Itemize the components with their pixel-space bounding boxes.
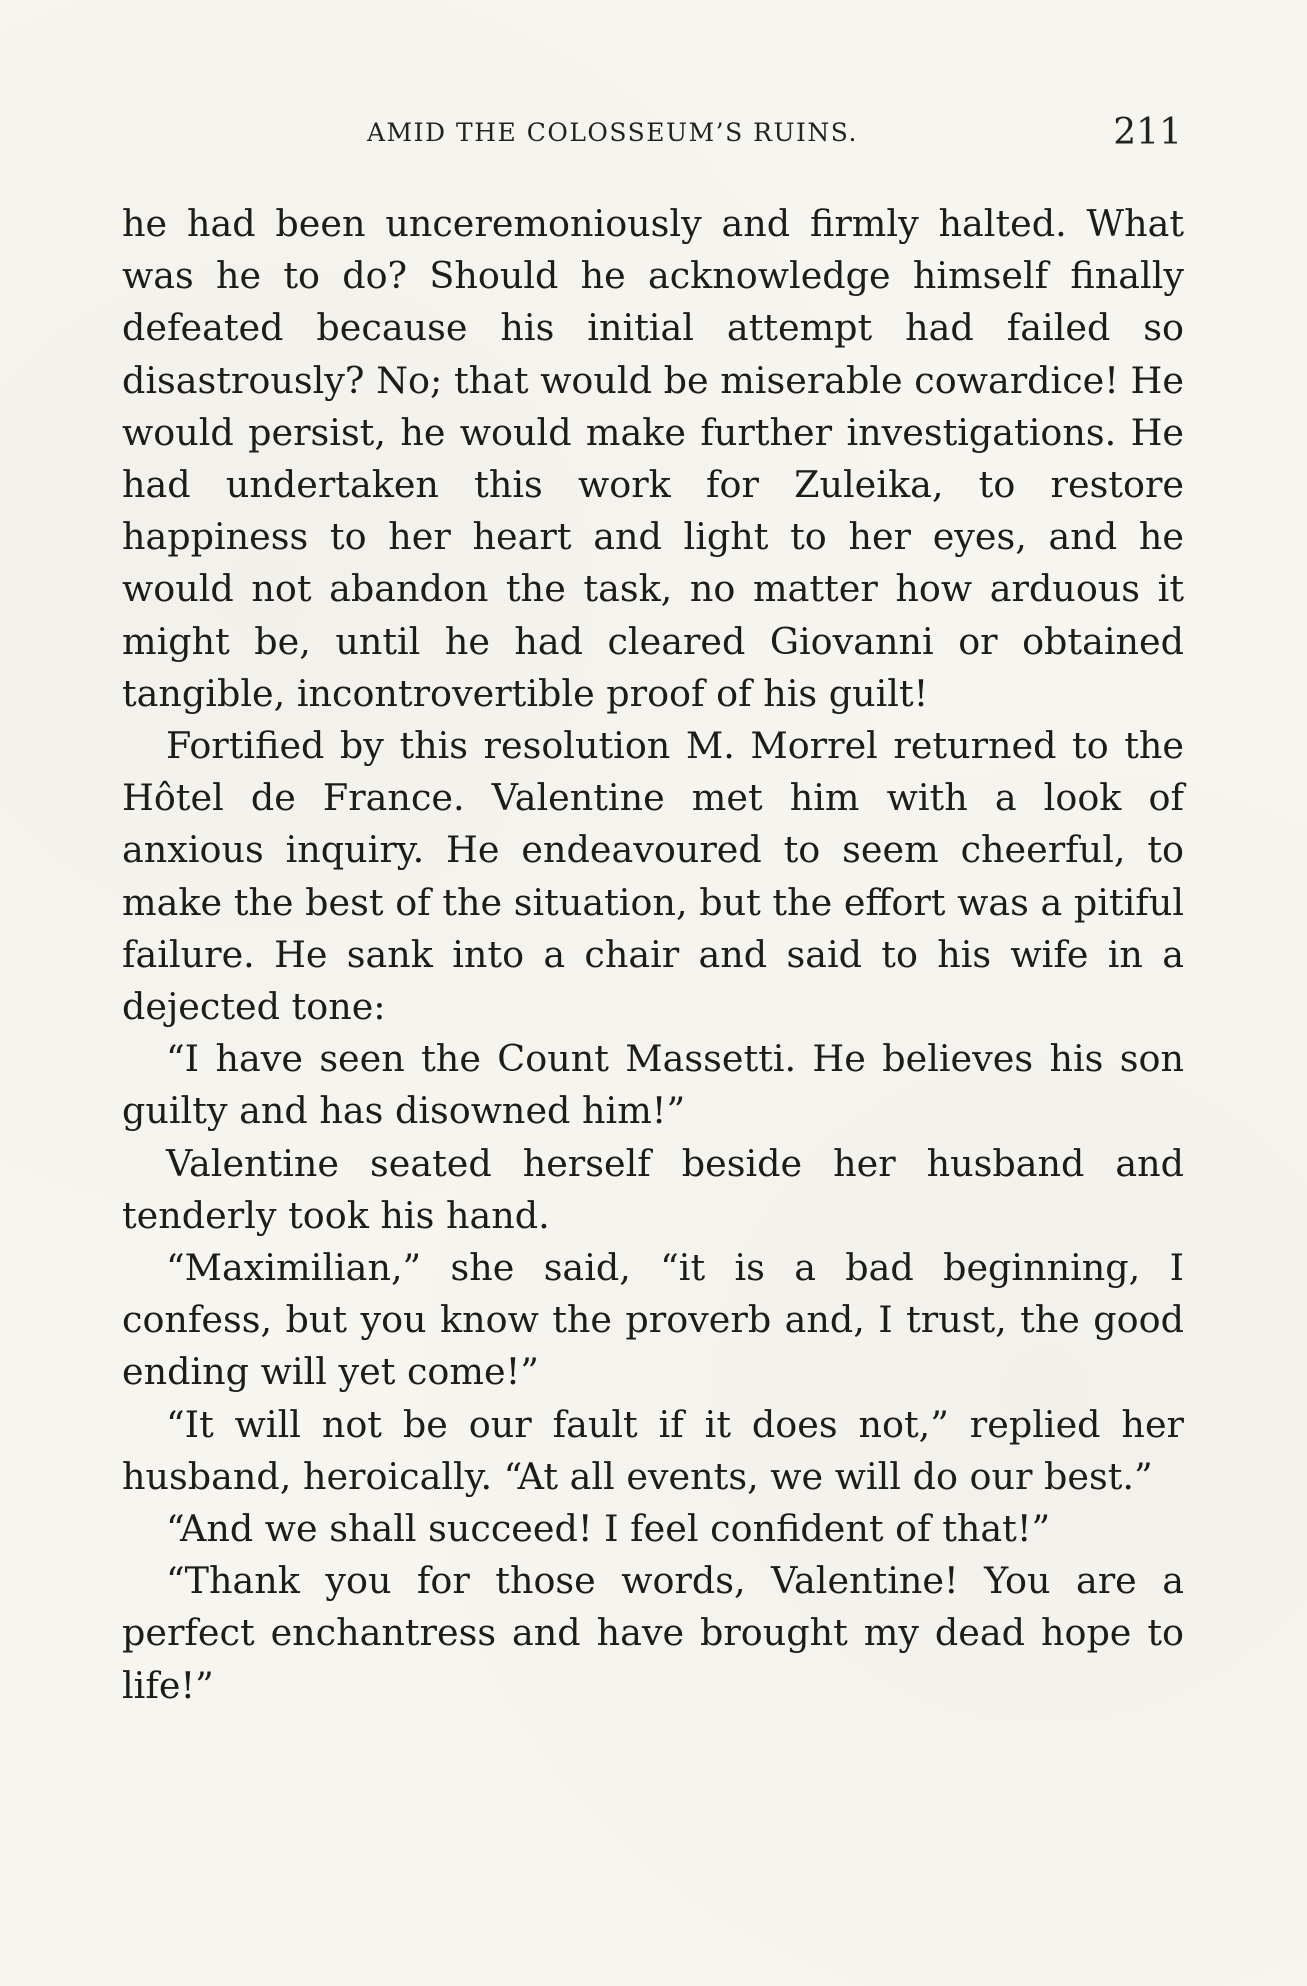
running-head [130, 112, 1182, 164]
paragraph-3: “I have seen the Count Massetti. He believes his son guilty and has disowned him!” [122, 1037, 1184, 1133]
paragraph-8: “Thank you for those words, Valentine! You are a perfect enchantress and have brought my dead hope to life!” [122, 1559, 1184, 1707]
paragraph-7: “And we shall succeed! I feel confident of that!” [166, 1507, 1051, 1551]
paragraph-4: Valentine seated herself beside her husband and tenderly took his hand. [122, 1141, 1184, 1237]
paragraph-1: he had been unceremoniously and firmly halted. What was he to do? Should he acknowledge himself finally defeated because his initial attempt had failed so disastrously? No; that would be miserable cowardice! He would persist, he would make further investigations. He had undertaken this work for Zuleika, to restore happiness to her heart and light to her eyes, and he would not abandon the task, no matter how arduous it might be, until he had cleared Giovanni or obtained tangible, incontrovertible proof of his guilt! [122, 202, 1184, 715]
paragraph-5: “Maximilian,” she said, “it is a bad beginning, I confess, but you know the proverb and, I trust, the good ending will yet come!” [122, 1246, 1184, 1394]
body-text [122, 198, 1184, 1712]
paragraph-6: “It will not be our fault if it does not,” replied her husband, heroically. “At all events, we will do our best.” [122, 1402, 1184, 1498]
page-number: 211 [1113, 112, 1182, 153]
paragraph-2: Fortified by this resolution M. Morrel returned to the Hôtel de France. Valentine met him with a look of anxious inquiry. He endeavoured to seem cheerful, to make the best of the situation, but the effort was a pitiful failure. He sank into a chair and said to his wife in a dejected tone: [122, 724, 1184, 1029]
running-title: AMID THE COLOSSEUM’S RUINS. [367, 118, 858, 147]
